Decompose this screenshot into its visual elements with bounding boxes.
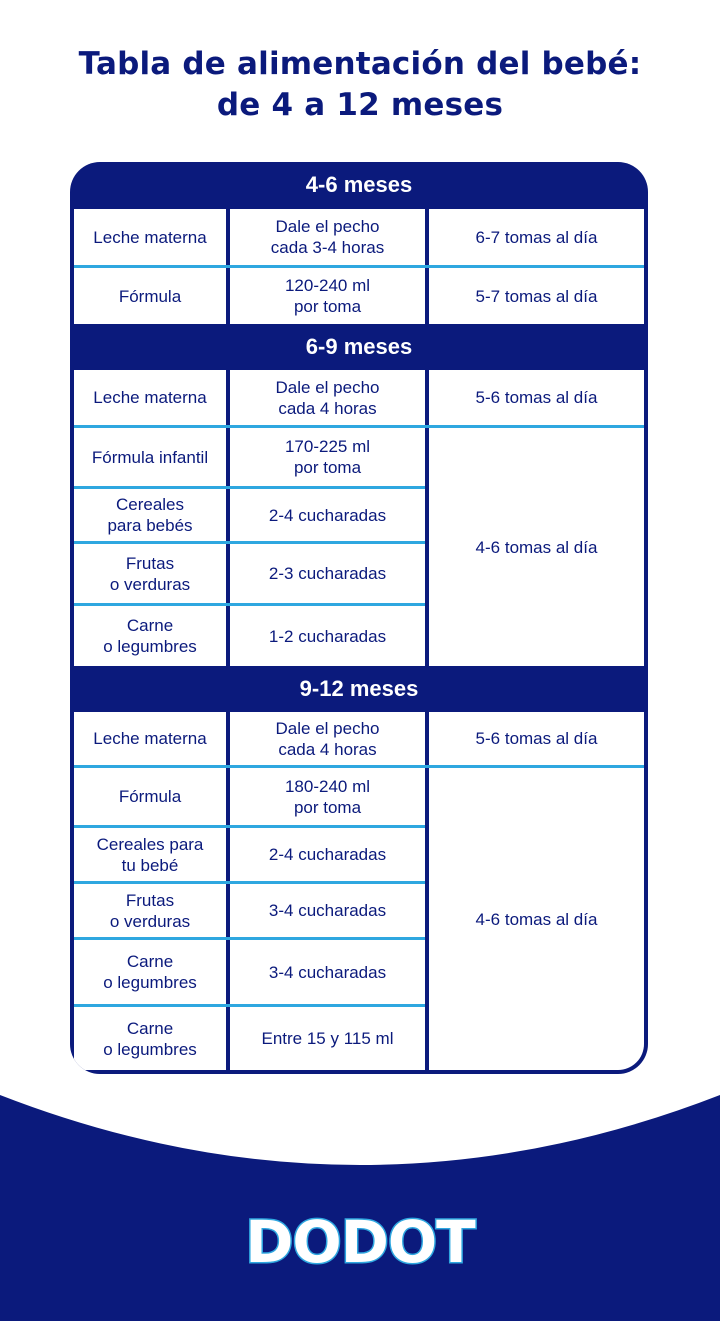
- table-cell-frequency: 5-7 tomas al día: [429, 268, 644, 324]
- section-heading-9-12: 9-12 meses: [299, 676, 419, 701]
- table-cell-amount: 3-4 cucharadas: [230, 940, 425, 1004]
- table-cell-food: Leche materna: [74, 370, 226, 425]
- table-cell-amount: 180-240 ml por toma: [230, 768, 425, 825]
- table-cell-frequency-merged: 4-6 tomas al día: [429, 768, 644, 1070]
- table-cell-food: Cereales para tu bebé: [74, 828, 226, 881]
- table-cell-food: Carne o legumbres: [74, 1007, 226, 1070]
- table-cell-food: Frutas o verduras: [74, 884, 226, 937]
- table-cell-frequency: 5-6 tomas al día: [429, 370, 644, 425]
- table-cell-food: Leche materna: [74, 712, 226, 765]
- table-cell-food: Carne o legumbres: [74, 606, 226, 666]
- svg-text:DODOT: DODOT: [245, 1208, 475, 1276]
- table-cell-amount: 3-4 cucharadas: [230, 884, 425, 937]
- table-cell-amount: 170-225 ml por toma: [230, 428, 425, 486]
- table-cell-amount: Dale el pecho cada 3-4 horas: [230, 209, 425, 265]
- table-cell-amount: Dale el pecho cada 4 horas: [230, 370, 425, 425]
- section-heading-6-9: 6-9 meses: [305, 334, 413, 359]
- table-cell-frequency: 5-6 tomas al día: [429, 712, 644, 765]
- table-cell-amount: 2-4 cucharadas: [230, 489, 425, 541]
- table-cell-frequency: 6-7 tomas al día: [429, 209, 644, 265]
- title-line-2: de 4 a 12 meses: [216, 87, 504, 123]
- dodot-logo: [240, 1204, 480, 1276]
- table-cell-amount: Entre 15 y 115 ml: [230, 1007, 425, 1070]
- table-cell-amount: Dale el pecho cada 4 horas: [230, 712, 425, 765]
- page-title: [0, 44, 720, 126]
- table-cell-food: Fórmula infantil: [74, 428, 226, 486]
- table-cell-food: Leche materna: [74, 209, 226, 265]
- table-cell-amount: 2-4 cucharadas: [230, 828, 425, 881]
- table-cell-amount: 1-2 cucharadas: [230, 606, 425, 666]
- footer-wave: [0, 1085, 720, 1321]
- title-line-1: Tabla de alimentación del bebé:: [78, 46, 642, 82]
- table-cell-amount: 2-3 cucharadas: [230, 544, 425, 603]
- table-cell-food: Fórmula: [74, 268, 226, 324]
- section-heading-4-6: 4-6 meses: [305, 172, 413, 197]
- table-cell-food: Cereales para bebés: [74, 489, 226, 541]
- table-cell-frequency-merged: 4-6 tomas al día: [429, 428, 644, 666]
- feeding-table: [70, 162, 648, 1074]
- table-cell-food: Fórmula: [74, 768, 226, 825]
- table-cell-food: Frutas o verduras: [74, 544, 226, 603]
- table-cell-amount: 120-240 ml por toma: [230, 268, 425, 324]
- table-cell-food: Carne o legumbres: [74, 940, 226, 1004]
